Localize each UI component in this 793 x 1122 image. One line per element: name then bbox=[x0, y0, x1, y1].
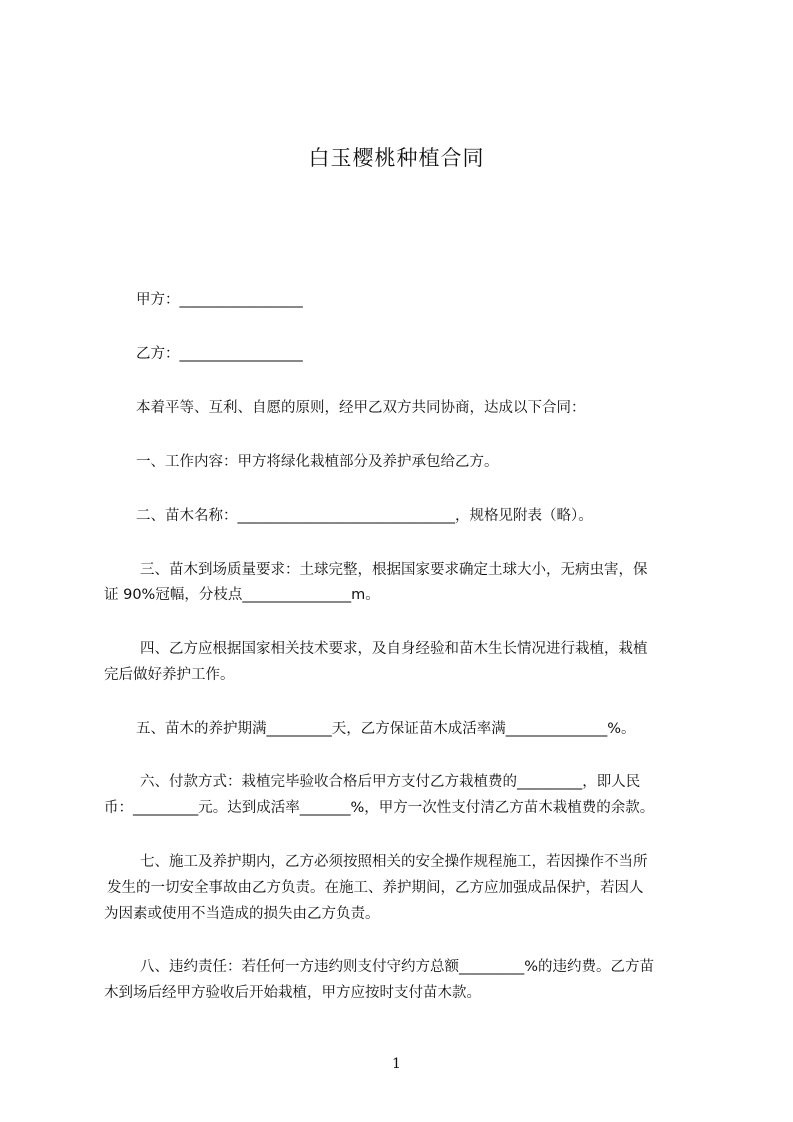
clause-8-line-1 bbox=[140, 957, 654, 977]
clause-6-blank-fee: _________ bbox=[517, 774, 583, 790]
clause-5-unit: %。 bbox=[607, 721, 636, 737]
clause-3-text: 证 90%冠幅，分枝点 bbox=[104, 587, 243, 603]
intro-paragraph: 本着平等、互利、自愿的原则，经甲乙双方共同协商，达成以下合同： bbox=[136, 400, 586, 416]
clause-6-line-1 bbox=[140, 772, 640, 792]
party-b-line bbox=[136, 344, 303, 364]
party-a-label: 甲方： bbox=[136, 292, 180, 308]
party-a-blank: _________________ bbox=[179, 292, 303, 308]
clause-5-blank-days: _________ bbox=[266, 721, 332, 737]
document-title: 白玉樱桃种植合同 bbox=[308, 146, 485, 170]
clause-6-text-end: ，即人民 bbox=[582, 774, 641, 790]
clause-2-text: 二、苗木名称： bbox=[136, 508, 238, 524]
clause-3-line-1: 三、苗木到场质量要求：土球完整，根据国家要求确定土球大小，无病虫害，保 bbox=[140, 562, 648, 578]
clause-2 bbox=[136, 506, 593, 526]
clause-8-blank: _________ bbox=[459, 959, 525, 975]
clause-1: 一、工作内容：甲方将绿化栽植部分及养护承包给乙方。 bbox=[136, 454, 499, 470]
clause-2-text-end: ，规格见附表（略）。 bbox=[455, 508, 593, 524]
clause-6-text-mid: 元。达到成活率 bbox=[198, 800, 300, 816]
clause-5-text-mid: 天，乙方保证苗木成活率满 bbox=[331, 721, 506, 737]
clause-6-blank-amount: _________ bbox=[133, 800, 199, 816]
party-b-label: 乙方： bbox=[136, 346, 180, 362]
party-b-blank: _________________ bbox=[179, 346, 303, 362]
clause-8-text: 八、违约责任：若任何一方违约则支付守约方总额 bbox=[140, 959, 459, 975]
clause-8-line-2: 木到场后经甲方验收后开始栽植，甲方应按时支付苗木款。 bbox=[104, 985, 481, 1001]
clause-4-line-2: 完后做好养护工作。 bbox=[104, 667, 235, 683]
clause-7-line-2: 发生的一切安全事故由乙方负责。在施工、养护期间，乙方应加强成品保护，若因人 bbox=[107, 880, 644, 896]
clause-7-line-1: 七、施工及养护期内，乙方必须按照相关的安全操作规程施工，若因操作不当所 bbox=[140, 854, 648, 870]
clause-6-currency-label: 币： bbox=[104, 800, 133, 816]
clause-4-line-1: 四、乙方应根据国家相关技术要求，及自身经验和苗木生长情况进行栽植，栽植 bbox=[140, 641, 648, 657]
clause-7-line-3: 为因素或使用不当造成的损失由乙方负责。 bbox=[104, 906, 380, 922]
clause-3-unit: m。 bbox=[351, 587, 380, 603]
page-number: 1 bbox=[392, 1056, 401, 1072]
clause-5 bbox=[136, 719, 636, 739]
clause-6-line-2 bbox=[104, 798, 654, 818]
clause-5-blank-rate: ______________ bbox=[505, 721, 608, 737]
clause-5-text: 五、苗木的养护期满 bbox=[136, 721, 267, 737]
clause-2-blank: ______________________________ bbox=[237, 508, 455, 524]
party-a-line bbox=[136, 290, 303, 310]
clause-6-text-tail: %，甲方一次性支付清乙方苗木栽植费的余款。 bbox=[350, 800, 655, 816]
clause-8-text-end: %的违约费。乙方苗 bbox=[524, 959, 655, 975]
clause-6-blank-rate: _______ bbox=[299, 800, 351, 816]
clause-3-blank: _______________ bbox=[242, 587, 352, 603]
clause-6-text: 六、付款方式：栽植完毕验收合格后甲方支付乙方栽植费的 bbox=[140, 774, 517, 790]
clause-3-line-2 bbox=[104, 585, 380, 605]
